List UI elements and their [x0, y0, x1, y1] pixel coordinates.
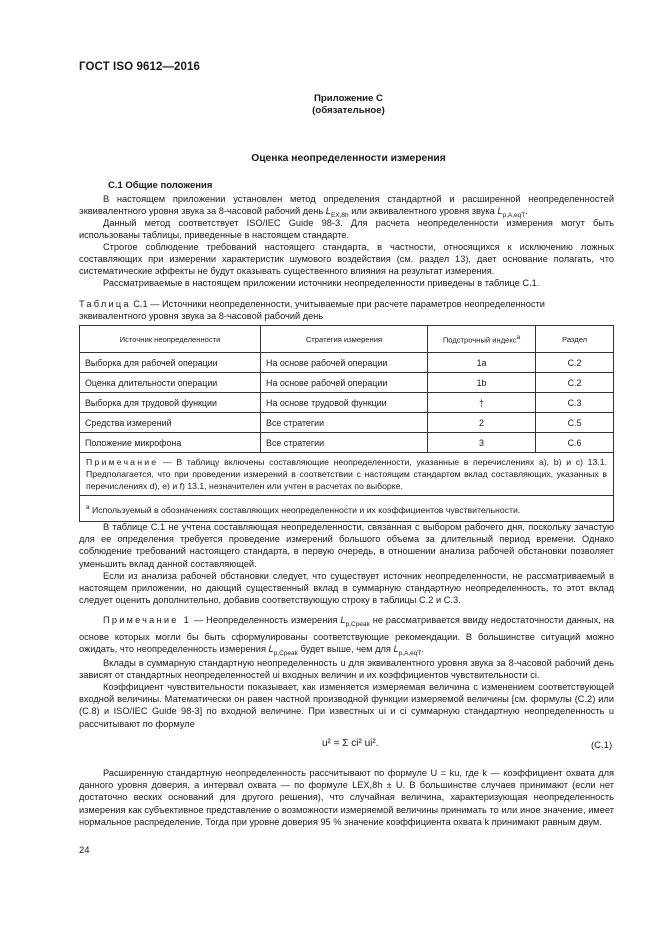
column-header-section: Раздел: [536, 326, 614, 353]
annex-heading: Оценка неопределенности измерения: [251, 153, 446, 164]
table-cell: С.3: [536, 393, 614, 413]
note-1: Примечание 1 — Неопределенность измерения $L_{p,Cpeak}$ не рассматривается ввиду недостаточности данных, на основе которых могли бы быть сформулированы соответствующие рекомендации. В большинстве ситуаций можно ожидать, что неопределенность измерения $L_{p,Cpeak}$ будет выше, чем для $L_{p,A,eqT}$.: [79, 615, 614, 658]
section-heading: С.1 Общие положения: [108, 180, 213, 191]
table-cell: 2: [427, 413, 535, 433]
paragraph-contributions: Вклады в суммарную стандартную неопределенность u для эквивалентного уровня звука за 8-часовой рабочий день зависят от стандартных неопределенностей ui входных величин и их коэффициентов чувствительности ci.: [79, 658, 614, 681]
table-note: Примечание — В таблицу включены составляющие неопределенности, указанные в перечислениях а), b) и с) 13.1. Предполагается, что при проведении измерений в соответствии с настоящим стандартом вклад составляющих, указанных в перечислениях d), e) и f) 13.1, незначителен или учтен в расчетах по выборке.: [80, 453, 614, 496]
table-row: [80, 433, 614, 453]
equation-c1: u² = Σ ci² ui².: [322, 738, 379, 749]
table-footnote: $^а$ Используемый в обозначениях составляющих неопределенности и их коэффициентов чувствительности.: [80, 496, 614, 522]
table-cell: Положение микрофона: [80, 433, 261, 453]
table-cell: Все стратегии: [261, 413, 428, 433]
paragraph-method: Данный метод соответствует ISO/IEC Guide 98-3. Для расчета неопределенности измерения могут быть использованы таблицы, приведенные в настоящем стандарте.: [79, 218, 614, 241]
table-cell: 1a: [427, 353, 535, 373]
paragraph-additional-source: Если из анализа рабочей обстановки следует, что существует источник неопределенности, не рассматриваемый в настоящем приложении, но дающий существенный вклад в суммарную стандартную неопределенность, то этот вклад следует оценить дополнительно, добавив соответствующую строку в таблицы С.2 и С.3.: [79, 571, 614, 606]
table-cell: Выборка для рабочей операции: [80, 353, 261, 373]
table-cell: 1b: [427, 373, 535, 393]
uncertainty-table: [79, 325, 614, 522]
table-cell: На основе трудовой функции: [261, 393, 428, 413]
page-number: 24: [79, 845, 90, 856]
annex-title: Приложение С: [314, 93, 383, 104]
column-header-subscript: Подстрочный индекс$^а$: [427, 326, 535, 353]
table-row: [80, 373, 614, 393]
table-cell: †: [427, 393, 535, 413]
table-header-row: [80, 326, 614, 353]
equation-number: (С.1): [591, 740, 613, 751]
paragraph-sensitivity: Коэффициент чувствительности показывает, как изменяется измеряемая величина с изменением соответствующей входной величины. Математически он равен частной производной функции измеряемой величины [см. формулы (С.2) или (С.8) и ISO/IEC Guide 98-3] по входной величине. При известных ui и ci суммарную стандартную неопределенность u рассчитывают по формуле: [79, 682, 614, 729]
table-cell: Все стратегии: [261, 433, 428, 453]
table-cell: Оценка длительности операции: [80, 373, 261, 393]
table-cell: 3: [427, 433, 535, 453]
table-cell: С.2: [536, 353, 614, 373]
table-cell: С.5: [536, 413, 614, 433]
table-footnote-row: [80, 496, 614, 522]
paragraph-intro: В настоящем приложении установлен метод определения стандартной и расширенной неопределенностей эквивалентного уровня звука за 8-часовой рабочий день $L_{EX,8h}$ или эквивалентного уровня звука $L_{p,A,eqT}$.: [79, 194, 614, 220]
paragraph-expanded-uncertainty: Расширенную стандартную неопределенность рассчитывают по формуле U = ku, где k — коэффициент охвата для данного уровня доверия, а интервал охвата — по формуле LEX,8h ± U. В большинстве случаев принимают (если нет достаточно веских оснований для другого решения), что случайная величина, характеризующая неопределенность измерения как субъективное представление о возможности измеряемой величины принимать то или иное значение, имеет нормальное распределение. Тогда при уровне доверия 95 % значение коэффициента охвата k принимают равным двум.: [79, 768, 614, 827]
table-row: [80, 353, 614, 373]
table-cell: Выборка для трудовой функции: [80, 393, 261, 413]
table-cell: С.6: [536, 433, 614, 453]
document-header: ГОСТ ISO 9612—2016: [79, 61, 201, 73]
paragraph-sources: Рассматриваемые в настоящем приложении источники неопределенности приведены в таблице С.1.: [103, 278, 540, 288]
table-cell: Средства измерений: [80, 413, 261, 433]
table-caption: Таблица С.1 — Источники неопределенности, учитываемые при расчете параметров неопределенности эквивалентного уровня звука за 8-часовой рабочий день: [79, 299, 545, 322]
annex-status: (обязательное): [312, 105, 385, 116]
table-cell: На основе рабочей операции: [261, 353, 428, 373]
table-cell: На основе рабочей операции: [261, 373, 428, 393]
table-row: [80, 393, 614, 413]
table-cell: С.2: [536, 373, 614, 393]
table-note-row: [80, 453, 614, 496]
paragraph-compliance: Строгое соблюдение требований настоящего стандарта, в частности, относящихся к исключению ложных составляющих при измерении характеристик шумового воздействия (см. раздел 13), дает основание полагать, что систематические эффекты не будут оказывать существенного влияния на результат измерения.: [79, 242, 614, 277]
table-row: [80, 413, 614, 433]
paragraph-workday: В таблице С.1 не учтена составляющая неопределенности, связанная с выбором рабочего дня, поскольку зачастую для ее определения требуется проведение измерений большого объема за длительный период времени. Однако соблюдение требований настоящего стандарта, в первую очередь, в отношении анализа рабочей обстановки позволяет уменьшить вклад данной составляющей.: [79, 522, 614, 569]
column-header-source: Источник неопределенности: [80, 326, 261, 353]
column-header-strategy: Стратегия измерения: [261, 326, 428, 353]
